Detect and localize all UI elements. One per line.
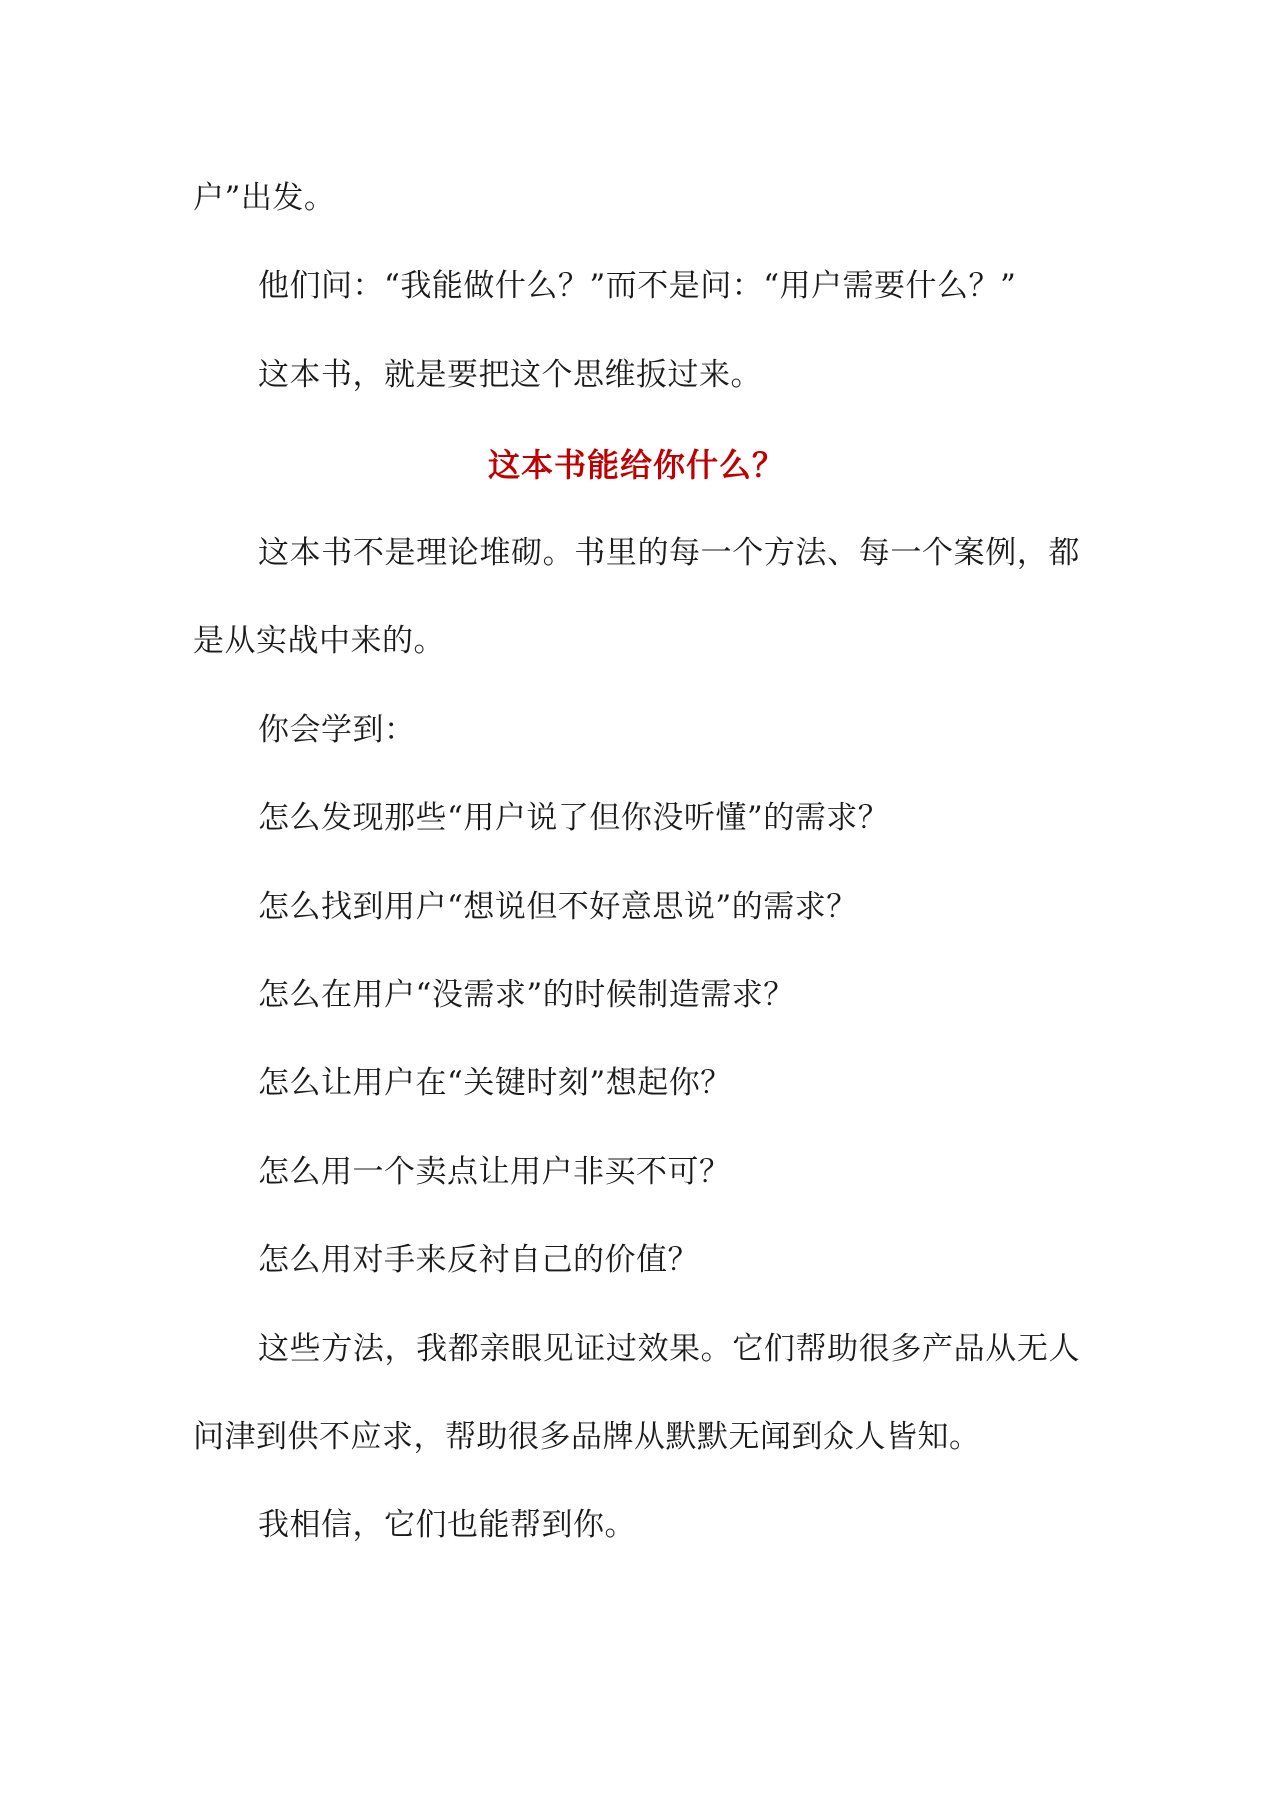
question-item: 怎么用一个卖点让用户非买不可？ — [258, 1154, 731, 1190]
paragraph-line: 问津到供不应求，帮助很多品牌从默默无闻到众人皆知。 — [193, 1419, 981, 1455]
paragraph-line: 这本书不是理论堆砌。书里的每一个方法、每一个案例，都 — [258, 535, 1080, 571]
body-text-line: 这本书，就是要把这个思维扳过来。 — [258, 357, 762, 393]
body-text-line: 他们问：“我能做什么？”而不是问：“用户需要什么？” — [258, 268, 1017, 304]
paragraph-line: 是从实战中来的。 — [193, 623, 445, 659]
question-item: 怎么在用户“没需求”的时候制造需求？ — [258, 977, 795, 1013]
question-item: 怎么让用户在“关键时刻”想起你？ — [258, 1065, 732, 1101]
body-text-line: 户”出发。 — [193, 180, 336, 216]
section-heading: 这本书能给你什么？ — [487, 446, 785, 484]
question-item: 怎么发现那些“用户说了但你没听懂”的需求？ — [258, 800, 890, 836]
question-item: 怎么用对手来反衬自己的价值？ — [258, 1242, 699, 1278]
paragraph-line: 这些方法，我都亲眼见证过效果。它们帮助很多产品从无人 — [258, 1331, 1080, 1367]
question-item: 怎么找到用户“想说但不好意思说”的需求？ — [258, 889, 858, 925]
intro-text: 你会学到： — [258, 712, 416, 748]
closing-text: 我相信，它们也能帮到你。 — [258, 1507, 636, 1543]
